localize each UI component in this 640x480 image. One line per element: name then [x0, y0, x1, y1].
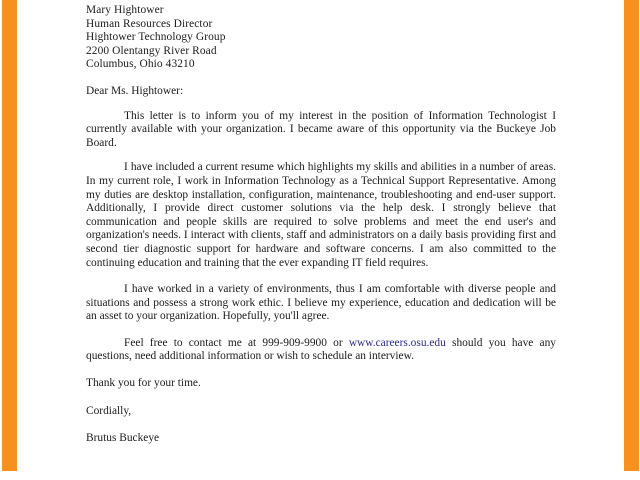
- paragraph-interest: This letter is to inform you of my interest in the position of Information Technologist I currently available with your organization. I became aware of this opportunity via the Buckeye Job Board.: [86, 109, 556, 149]
- paragraph-experience: I have included a current resume which highlights my skills and abilities in a number of areas. In my current role, I work in Information Technology as a Technical Support Representative. Among my duties are desktop installation, configuration, maintenance, troubleshooting and end-user support. Additionally, I provide direct customer solutions via the help desk. I strongly believe that communication and people skills are required to solve problems and meet the end user's and organization's needs. I interact with clients, staff and administrators on a daily basis providing first and second tier diagnostic support for hardware and software concerns. I am also committed to the continuing education and training that the ever expanding IT field requires.: [86, 161, 556, 269]
- letter-body: [86, 4, 556, 446]
- phone-number: 999-909-9900: [262, 336, 327, 349]
- contact-conjunction: or: [326, 336, 349, 349]
- signature-name: Brutus Buckeye: [86, 432, 160, 445]
- thank-you-line: Thank you for your time.: [86, 377, 201, 390]
- salutation: Dear Ms. Hightower:: [86, 84, 184, 97]
- recipient-company: Hightower Technology Group: [86, 31, 226, 44]
- contact-after-link: should you have any questions, need additional information or wish to schedule an interview.: [86, 336, 557, 363]
- recipient-street: 2200 Olentangy River Road: [86, 44, 217, 57]
- careers-website-link[interactable]: www.careers.osu.edu: [348, 336, 446, 349]
- contact-before-phone: Feel free to contact me at: [124, 336, 263, 349]
- right-accent-bar: [624, 0, 639, 471]
- paragraph-qualities: I have worked in a variety of environments, thus I am comfortable with diverse people and situations and possess a strong work ethic. I believe my experience, education and dedication will be an asset to your organization. Hopefully, you'll agree.: [86, 283, 556, 323]
- left-accent-bar: [2, 0, 17, 471]
- closing-line: Cordially,: [86, 404, 132, 417]
- recipient-address-block: [86, 4, 556, 72]
- recipient-city-state-zip: Columbus, Ohio 43210: [86, 58, 195, 71]
- paragraph-contact: [86, 337, 556, 364]
- recipient-name: Mary Hightower: [86, 4, 164, 16]
- recipient-title: Human Resources Director: [86, 17, 213, 30]
